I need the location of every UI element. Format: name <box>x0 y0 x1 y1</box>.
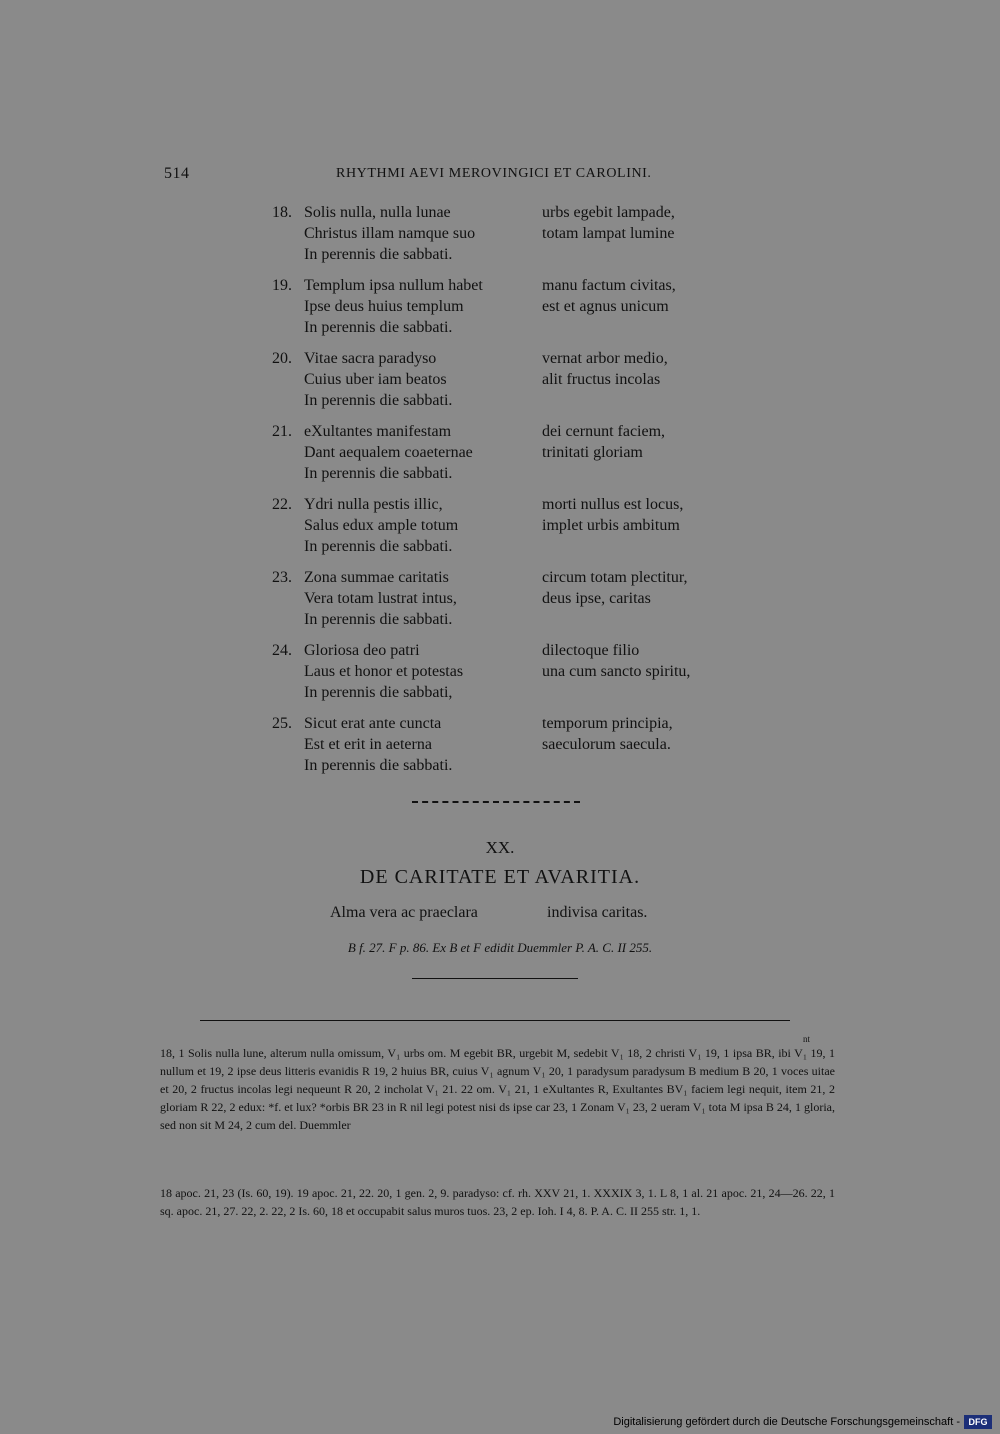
verse-right: est et agnus unicum <box>542 298 669 315</box>
verse-right: temporum principia, <box>542 715 673 732</box>
stanza-number: 19. <box>272 277 292 294</box>
verse-right: totam lampat lumine <box>542 225 675 242</box>
verse-line <box>272 202 742 223</box>
verse-left: Dant aequalem coaeternae <box>304 444 473 461</box>
page-number: 514 <box>164 165 190 182</box>
section-number: XX. <box>485 838 515 857</box>
source-line: B f. 27. F p. 86. Ex B et F edidit Duemmler P. A. C. II 255. <box>347 940 653 955</box>
verse-right: una cum sancto spiritu, <box>542 663 691 680</box>
stanza <box>272 567 742 630</box>
verse-left: Solis nulla, nulla lunae <box>304 204 451 221</box>
verse-left: Ydri nulla pestis illic, <box>304 496 443 513</box>
verse-line <box>272 442 742 463</box>
stanza-number: 18. <box>272 204 292 221</box>
verse-line <box>272 734 742 755</box>
verse-right: circum totam plectitur, <box>542 569 688 586</box>
verse-right: trinitati gloriam <box>542 444 643 461</box>
verse-left: Templum ipsa nullum habet <box>304 277 483 294</box>
section-title: DE CARITATE ET AVARITIA. <box>359 866 641 888</box>
verse-left: In perennis die sabbati. <box>304 246 453 263</box>
verse-line <box>272 755 742 776</box>
digitization-credit: Digitalisierung gefördert durch die Deutsche Forschungsgemeinschaft - <box>613 1416 960 1428</box>
verse-line <box>272 661 742 682</box>
running-title: RHYTHMI AEVI MEROVINGICI ET CAROLINI. <box>336 166 652 181</box>
verse-right: morti nullus est locus, <box>542 496 684 513</box>
verse-left: Laus et honor et potestas <box>304 663 464 680</box>
stanza-number: 23. <box>272 569 292 586</box>
stanza-number: 22. <box>272 496 292 513</box>
verse-left: Vera totam lustrat intus, <box>304 590 457 607</box>
verse-left: In perennis die sabbati. <box>304 611 453 628</box>
incipit-right: indivisa caritas. <box>547 904 648 921</box>
verse-line <box>272 515 742 536</box>
critical-apparatus <box>160 1044 835 1134</box>
verse-line <box>272 223 742 244</box>
stanza-number: 24. <box>272 642 292 659</box>
verse-line <box>272 567 742 588</box>
verse-line <box>272 588 742 609</box>
verse-right: manu factum civitas, <box>542 277 676 294</box>
verse-right: urbs egebit lampade, <box>542 204 675 221</box>
section-divider <box>412 801 580 803</box>
verse-right: dilectoque filio <box>542 642 640 659</box>
verse-left: Salus edux ample totum <box>304 517 459 534</box>
incipit-left: Alma vera ac praeclara <box>330 904 478 921</box>
verse-line <box>272 463 742 484</box>
verse-left: In perennis die sabbati. <box>304 465 453 482</box>
source-notes <box>160 1184 835 1220</box>
verse-left: In perennis die sabbati. <box>304 757 453 774</box>
verse-line <box>272 609 742 630</box>
verse-left: In perennis die sabbati. <box>304 319 453 336</box>
verse-line <box>272 421 742 442</box>
verse-left: Sicut erat ante cuncta <box>304 715 442 732</box>
verse-line <box>272 275 742 296</box>
stanza-number: 25. <box>272 715 292 732</box>
verse-right: deus ipse, caritas <box>542 590 651 607</box>
verse-line <box>272 244 742 265</box>
verse-right: vernat arbor medio, <box>542 350 668 367</box>
apparatus-text: 18, 1 Solis nulla lune, alterum nulla omissum, V₁ urbs om. M egebit BR, urgebit M, sedebit V₁ 18, 2 christi V₁ 19, 1 ipsa BR, ibi V₁ 19, 1 nullum et 19, 2 ipse deus litteris evanidis R 19, 2 huius BR, cuius V₁ agnum V₁ 20, 1 paradysum paradysum B medium B 20, 1 voces uitae et 20, 2 fructus incolas legi nequeunt R 20, 2 incholat V₁ 21. 22 om. V₁ 21, 1 eXultantes R, Exultantes BV₁ faciem legi nequit, item 21, 2 gloriam R 22, 2 edux: *f. et lux? *orbis BR 23 in R nil legi potest nisi ds ipse car 23, 1 Zonam V₁ 23, 2 ueram V₁ tota M ipsa B 24, 1 gloria, sed non sit M 24, 2 cum del. Duemmler <box>160 1046 835 1132</box>
verse-left: In perennis die sabbati. <box>304 538 453 555</box>
stanza <box>272 275 742 338</box>
stanza <box>272 202 742 265</box>
stanza <box>272 494 742 557</box>
verse-line <box>272 317 742 338</box>
verse-right: dei cernunt faciem, <box>542 423 666 440</box>
verse-line <box>272 369 742 390</box>
verse-left: In perennis die sabbati. <box>304 392 453 409</box>
verse-left: Zona summae caritatis <box>304 569 449 586</box>
verse-left: Ipse deus huius templum <box>304 298 464 315</box>
stanza <box>272 421 742 484</box>
source-notes-text: 18 apoc. 21, 23 (Is. 60, 19). 19 apoc. 21, 22. 20, 1 gen. 2, 9. paradyso: cf. rh. XXV 21, 1. XXXIX 3, 1. L 8, 1 al. 21 apoc. 21, 24—26. 22, 1 sq. apoc. 21, 27. 22, 2. 22, 2 Is. 60, 18 et occupabit salus muros tuos. 23, 2 ep. Ioh. I 4, 8. P. A. C. II 255 str. 1, 1. <box>160 1186 835 1218</box>
short-rule <box>412 978 578 979</box>
verse-left: In perennis die sabbati, <box>304 684 453 701</box>
notes-rule <box>200 1020 790 1021</box>
verse-right: implet urbis ambitum <box>542 517 680 534</box>
verse-left: eXultantes manifestam <box>304 423 452 440</box>
verse-left: Gloriosa deo patri <box>304 642 420 659</box>
verse-left: Cuius uber iam beatos <box>304 371 447 388</box>
stanza <box>272 348 742 411</box>
verse-line <box>272 348 742 369</box>
verse-line <box>272 296 742 317</box>
dfg-logo: DFG <box>964 1415 992 1429</box>
verse-line <box>272 713 742 734</box>
verse-left: Christus illam namque suo <box>304 225 476 242</box>
stanza <box>272 713 742 776</box>
verse-line <box>272 640 742 661</box>
stanza-number: 21. <box>272 423 292 440</box>
stanza <box>272 640 742 703</box>
stanza-number: 20. <box>272 350 292 367</box>
verse-line <box>272 390 742 411</box>
verse-left: Vitae sacra paradyso <box>304 350 437 367</box>
verse-left: Est et erit in aeterna <box>304 736 432 753</box>
verse-line <box>272 536 742 557</box>
verse-line <box>272 494 742 515</box>
note-superscript: nt <box>803 1034 811 1044</box>
verse-right: saeculorum saecula. <box>542 736 671 753</box>
verse-line <box>272 682 742 703</box>
verse-right: alit fructus incolas <box>542 371 661 388</box>
